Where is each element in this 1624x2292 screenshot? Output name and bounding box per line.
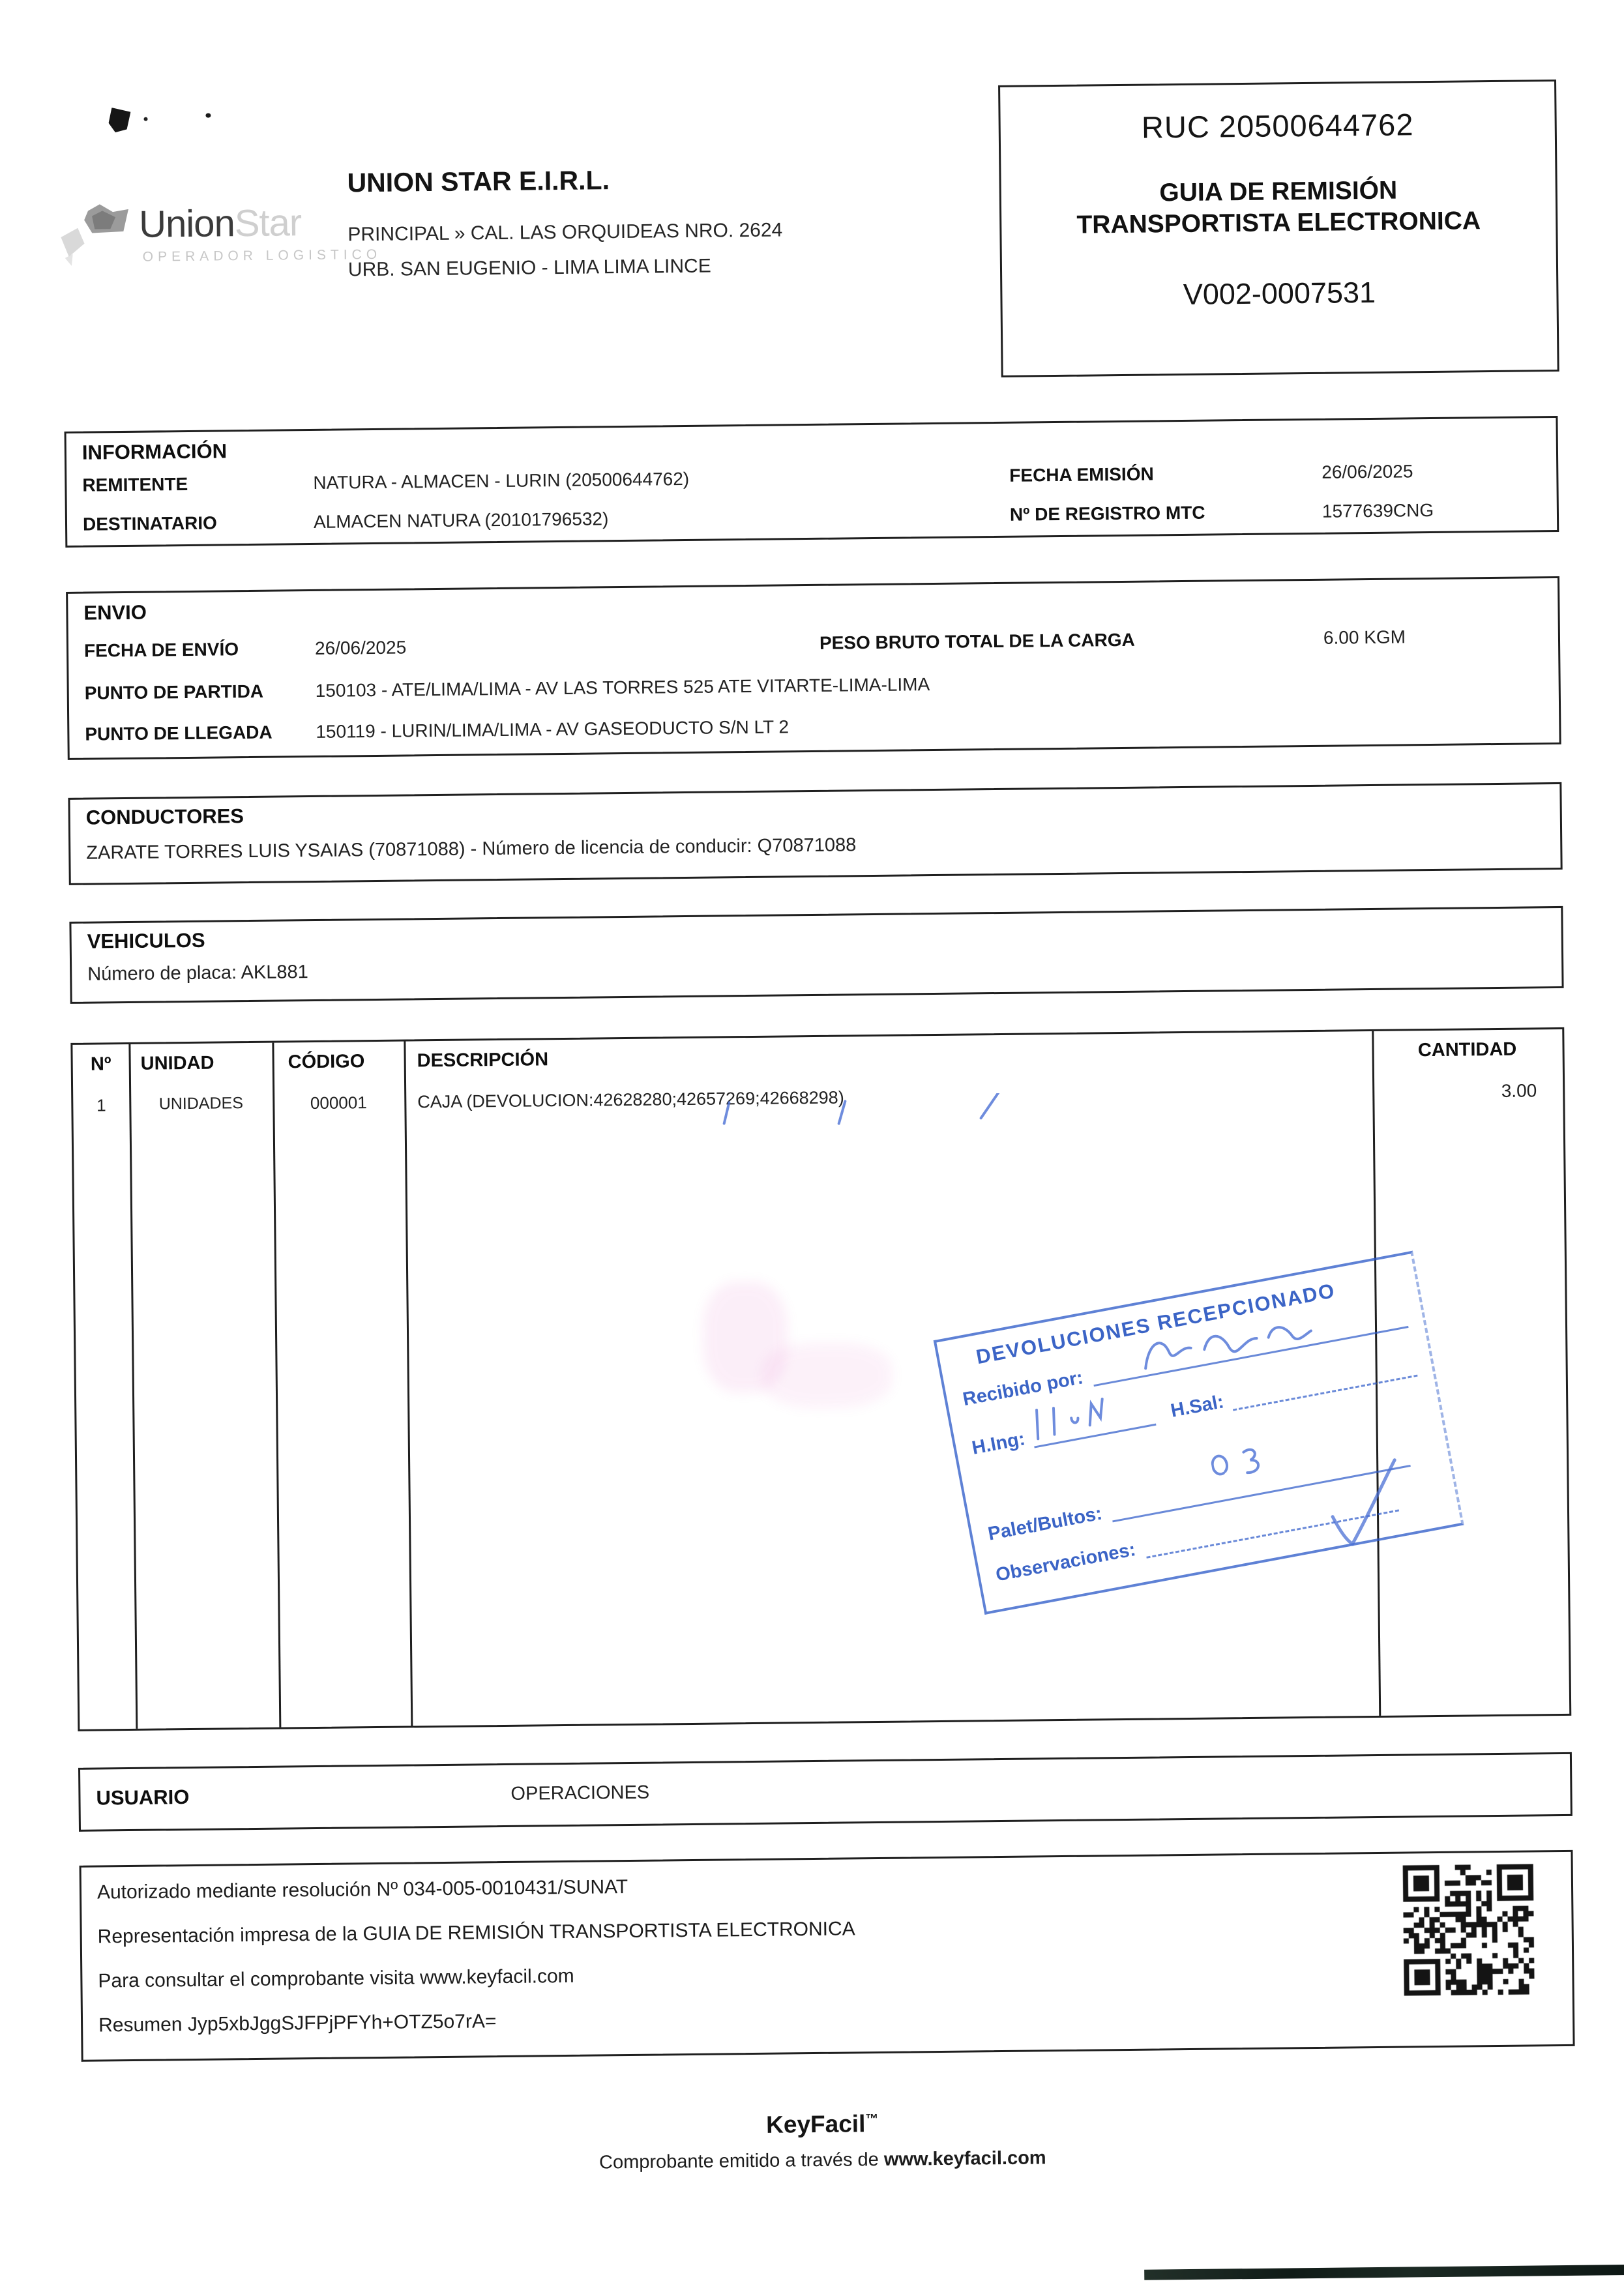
ink-dot-artifact — [143, 117, 147, 121]
fecha-emision-value: 26/06/2025 — [1321, 461, 1413, 482]
ruc-document-box — [998, 80, 1559, 377]
scan-edge-artifact — [1144, 2265, 1624, 2280]
trademark-symbol: ™ — [865, 2111, 879, 2126]
unionstar-logo-icon — [55, 203, 141, 269]
authorization-section — [80, 1850, 1575, 2062]
cell-unidad: UNIDADES — [158, 1094, 244, 1113]
punto-partida-value: 150103 - ATE/LIMA/LIMA - AV LAS TORRES 525 ATE VITARTE-LIMA-LIMA — [315, 674, 930, 701]
ink-blob-artifact — [108, 108, 130, 132]
cell-numero: 1 — [96, 1095, 106, 1115]
table-header-row — [72, 1029, 1563, 1088]
envio-title: ENVIO — [83, 600, 147, 624]
conductor-line: ZARATE TORRES LUIS YSAIAS (70871088) - Número de licencia de conducir: Q70871088 — [86, 834, 857, 864]
fecha-envio-value: 26/06/2025 — [314, 637, 407, 658]
informacion-title: INFORMACIÓN — [81, 439, 228, 464]
cell-codigo: 000001 — [310, 1093, 367, 1113]
vehiculos-section — [69, 906, 1563, 1004]
usuario-title: USUARIO — [96, 1785, 190, 1810]
company-address-line1: PRINCIPAL » CAL. LAS ORQUIDEAS NRO. 2624 — [347, 219, 783, 246]
fecha-envio-label: FECHA DE ENVÍO — [83, 639, 239, 661]
ink-dot-artifact — [205, 113, 211, 118]
col-header-cantidad: CANTIDAD — [1417, 1038, 1517, 1061]
conductores-title: CONDUCTORES — [85, 804, 244, 829]
ruc-number: RUC 20500644762 — [1141, 107, 1414, 145]
keyfacil-brand — [10, 2102, 1624, 2147]
registro-mtc-label: Nº DE REGISTRO MTC — [1009, 502, 1205, 525]
logo-tagline: OPERADOR LOGISTICO — [142, 246, 382, 265]
usuario-section — [78, 1752, 1572, 1832]
authorization-line2: Representación impresa de la GUIA DE REMISIÓN TRANSPORTISTA ELECTRONICA — [97, 1918, 855, 1948]
pen-tick-marks — [720, 1093, 1007, 1136]
brand-name: KeyFacil — [765, 2110, 866, 2138]
conductores-section — [68, 782, 1562, 885]
remitente-value: NATURA - ALMACEN - LURIN (20500644762) — [313, 468, 690, 493]
authorization-line3: Para consultar el comprobante visita www.keyfacil.com — [98, 1965, 574, 1992]
authorization-line4: Resumen Jyp5xbJggSJFPjPFYh+OTZ5o7rA= — [98, 2010, 497, 2036]
peso-bruto-label: PESO BRUTO TOTAL DE LA CARGA — [819, 629, 1135, 653]
company-address-line2: URB. SAN EUGENIO - LIMA LIMA LINCE — [347, 255, 711, 281]
logo-union-text: Union — [138, 202, 235, 246]
envio-section — [66, 576, 1561, 760]
peso-bruto-value: 6.00 KGM — [1323, 626, 1406, 648]
stamp-observaciones-label: Observaciones: — [994, 1539, 1138, 1586]
registro-mtc-value: 1577639CNG — [1321, 499, 1434, 522]
document-series-number: V002-0007531 — [1183, 275, 1376, 311]
stamp-hsal-label: H.Sal: — [1169, 1391, 1226, 1422]
tagline-url: www.keyfacil.com — [883, 2147, 1046, 2170]
destinatario-label: DESTINATARIO — [82, 512, 218, 535]
punto-llegada-value: 150119 - LURIN/LIMA/LIMA - AV GASEODUCTO S/N LT 2 — [316, 716, 790, 742]
stamp-palet-label: Palet/Bultos: — [986, 1503, 1104, 1545]
unionstar-logo-wordmark — [139, 201, 302, 246]
stamp-title: DEVOLUCIONES RECEPCIONADO — [974, 1278, 1338, 1369]
logo-star-text: Star — [234, 201, 302, 245]
cell-descripcion: CAJA (DEVOLUCION:42628280;42657269;42668298) — [417, 1087, 844, 1112]
fecha-emision-label: FECHA EMISIÓN — [1009, 463, 1154, 486]
cell-cantidad: 3.00 — [1501, 1080, 1537, 1101]
informacion-section — [65, 416, 1559, 548]
col-header-codigo: CÓDIGO — [288, 1051, 365, 1073]
col-header-unidad: UNIDAD — [140, 1052, 214, 1074]
punto-llegada-label: PUNTO DE LLEGADA — [85, 722, 273, 744]
company-name: UNION STAR E.I.R.L. — [347, 165, 610, 198]
placa-line: Número de placa: AKL881 — [87, 962, 308, 985]
col-header-numero: Nº — [90, 1053, 111, 1075]
usuario-value: OPERACIONES — [510, 1782, 650, 1804]
document-type-line2: TRANSPORTISTA ELECTRONICA — [1076, 207, 1481, 239]
col-header-descripcion: DESCRIPCIÓN — [417, 1049, 549, 1072]
stamp-hing-label: H.Ing: — [970, 1428, 1027, 1459]
pen-check-mark — [1320, 1451, 1406, 1556]
destinatario-value: ALMACEN NATURA (20101796532) — [313, 508, 609, 532]
table-column-line — [404, 1042, 413, 1726]
table-column-line — [128, 1044, 138, 1729]
punto-partida-label: PUNTO DE PARTIDA — [84, 681, 264, 703]
stamp-recibido-label: Recibido por: — [961, 1367, 1085, 1411]
qr-code — [1398, 1859, 1540, 2001]
document-type-line1: GUIA DE REMISIÓN — [1159, 176, 1398, 207]
tagline-prefix: Comprobante emitido a través de — [598, 2149, 885, 2173]
authorization-line1: Autorizado mediante resolución Nº 034-005-0010431/SUNAT — [96, 1876, 628, 1903]
table-column-line — [272, 1043, 281, 1727]
keyfacil-tagline — [10, 2141, 1624, 2180]
remitente-label: REMITENTE — [82, 473, 188, 495]
vehiculos-title: VEHICULOS — [87, 928, 205, 953]
